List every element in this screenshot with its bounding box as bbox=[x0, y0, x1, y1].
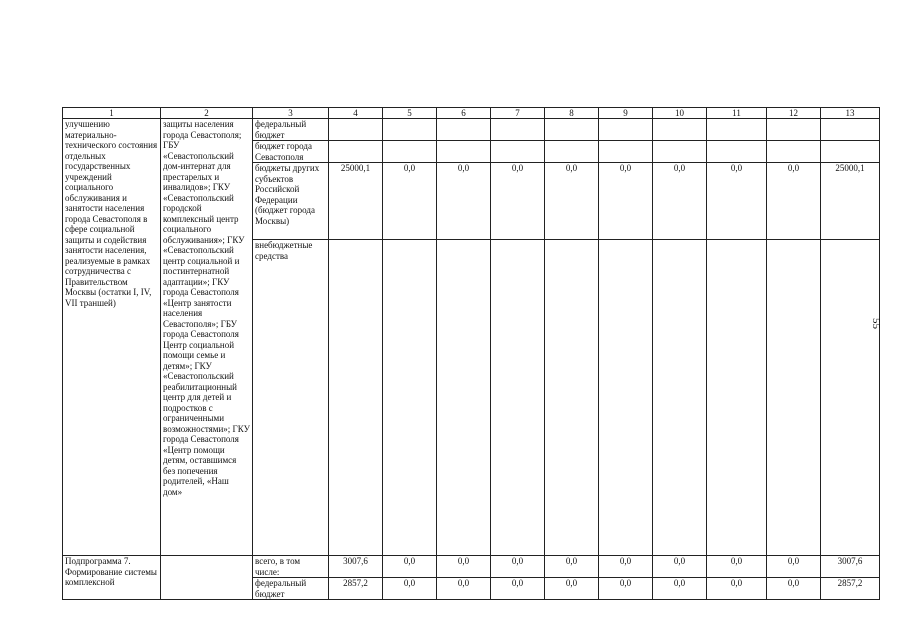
column-header: 1 bbox=[63, 108, 161, 119]
funding-source: внебюджетные средства bbox=[253, 240, 329, 556]
value-cell bbox=[707, 141, 767, 163]
value-cell: 25000,1 bbox=[329, 163, 383, 240]
value-cell: 0,0 bbox=[491, 578, 545, 600]
column-header: 4 bbox=[329, 108, 383, 119]
value-cell: 2857,2 bbox=[821, 578, 880, 600]
value-cell: 3007,6 bbox=[329, 556, 383, 578]
funding-source: бюджет города Севастополя bbox=[253, 141, 329, 163]
value-cell: 0,0 bbox=[383, 578, 437, 600]
funding-source: всего, в том числе: bbox=[253, 556, 329, 578]
value-cell bbox=[707, 119, 767, 141]
column-header: 3 bbox=[253, 108, 329, 119]
value-cell bbox=[545, 141, 599, 163]
value-cell bbox=[437, 119, 491, 141]
value-cell bbox=[821, 119, 880, 141]
value-cell: 0,0 bbox=[437, 578, 491, 600]
value-cell: 0,0 bbox=[383, 163, 437, 240]
budget-table bbox=[62, 107, 880, 600]
value-cell bbox=[491, 240, 545, 556]
value-cell bbox=[599, 119, 653, 141]
value-cell: 0,0 bbox=[437, 556, 491, 578]
value-cell bbox=[491, 119, 545, 141]
value-cell bbox=[707, 240, 767, 556]
column-header: 7 bbox=[491, 108, 545, 119]
value-cell: 0,0 bbox=[545, 163, 599, 240]
value-cell bbox=[767, 240, 821, 556]
funding-source: федеральный бюджет bbox=[253, 119, 329, 141]
column-header: 11 bbox=[707, 108, 767, 119]
value-cell bbox=[383, 119, 437, 141]
executors-list: защиты населения города Севастополя; ГБУ «Севастопольский дом-интернат для престарелых и инвалидов»; ГКУ «Севастопольский городской комплексный центр социального обслуживания»; ГКУ «Севастопольский центр социальной и постинтернатной адаптации»; ГКУ города Севастополя «Центр занятости населения Севастополя»; ГБУ города Севастополя Центр социальной помощи семье и детям»; ГКУ «Севастопольский реабилитационный центр для детей и подростков с ограниченными возможностями»; ГКУ города Севастополя «Центр помощи детям, оставшимся без попечения родителей, «Наш дом» bbox=[161, 119, 253, 556]
column-header: 8 bbox=[545, 108, 599, 119]
subprogram-title: Подпрограмма 7. Формирование системы комплексной bbox=[63, 556, 161, 600]
value-cell: 0,0 bbox=[767, 163, 821, 240]
value-cell bbox=[767, 141, 821, 163]
table-row bbox=[63, 556, 880, 578]
value-cell: 0,0 bbox=[707, 578, 767, 600]
value-cell bbox=[821, 141, 880, 163]
table-header-row bbox=[63, 108, 880, 119]
value-cell bbox=[329, 141, 383, 163]
value-cell: 0,0 bbox=[767, 578, 821, 600]
value-cell: 25000,1 bbox=[821, 163, 880, 240]
value-cell bbox=[767, 119, 821, 141]
value-cell bbox=[383, 240, 437, 556]
value-cell: 0,0 bbox=[599, 556, 653, 578]
value-cell bbox=[653, 240, 707, 556]
value-cell: 2857,2 bbox=[329, 578, 383, 600]
executors-list bbox=[161, 556, 253, 600]
value-cell: 0,0 bbox=[545, 556, 599, 578]
value-cell: 0,0 bbox=[545, 578, 599, 600]
value-cell: 0,0 bbox=[653, 578, 707, 600]
measure-description: улучшению материально-технического состояния отдельных государственных учреждений социального обслуживания и занятости населения города Севастополя в сфере социальной защиты и содействия занятости населения, реализуемые в рамках сотрудничества с Правительством Москвы (остатки I, IV, VII траншей) bbox=[63, 119, 161, 556]
value-cell: 0,0 bbox=[599, 578, 653, 600]
funding-source: бюджеты других субъектов Российской Федерации (бюджет города Москвы) bbox=[253, 163, 329, 240]
column-header: 6 bbox=[437, 108, 491, 119]
column-header: 9 bbox=[599, 108, 653, 119]
value-cell: 0,0 bbox=[437, 163, 491, 240]
value-cell: 0,0 bbox=[653, 556, 707, 578]
column-header: 5 bbox=[383, 108, 437, 119]
value-cell: 0,0 bbox=[767, 556, 821, 578]
value-cell bbox=[653, 141, 707, 163]
value-cell: 0,0 bbox=[653, 163, 707, 240]
value-cell bbox=[821, 240, 880, 556]
column-header: 10 bbox=[653, 108, 707, 119]
value-cell bbox=[491, 141, 545, 163]
value-cell bbox=[653, 119, 707, 141]
value-cell bbox=[329, 119, 383, 141]
table-row bbox=[63, 119, 880, 141]
column-header: 13 bbox=[821, 108, 880, 119]
value-cell bbox=[329, 240, 383, 556]
value-cell: 0,0 bbox=[707, 163, 767, 240]
value-cell bbox=[545, 240, 599, 556]
value-cell: 0,0 bbox=[383, 556, 437, 578]
funding-source: федеральный бюджет bbox=[253, 578, 329, 600]
column-header: 2 bbox=[161, 108, 253, 119]
value-cell: 0,0 bbox=[707, 556, 767, 578]
value-cell: 3007,6 bbox=[821, 556, 880, 578]
page-number: 55 bbox=[870, 318, 882, 329]
value-cell bbox=[599, 240, 653, 556]
value-cell bbox=[437, 141, 491, 163]
column-header: 12 bbox=[767, 108, 821, 119]
value-cell: 0,0 bbox=[491, 556, 545, 578]
value-cell bbox=[383, 141, 437, 163]
value-cell bbox=[599, 141, 653, 163]
value-cell bbox=[437, 240, 491, 556]
value-cell: 0,0 bbox=[599, 163, 653, 240]
value-cell: 0,0 bbox=[491, 163, 545, 240]
value-cell bbox=[545, 119, 599, 141]
